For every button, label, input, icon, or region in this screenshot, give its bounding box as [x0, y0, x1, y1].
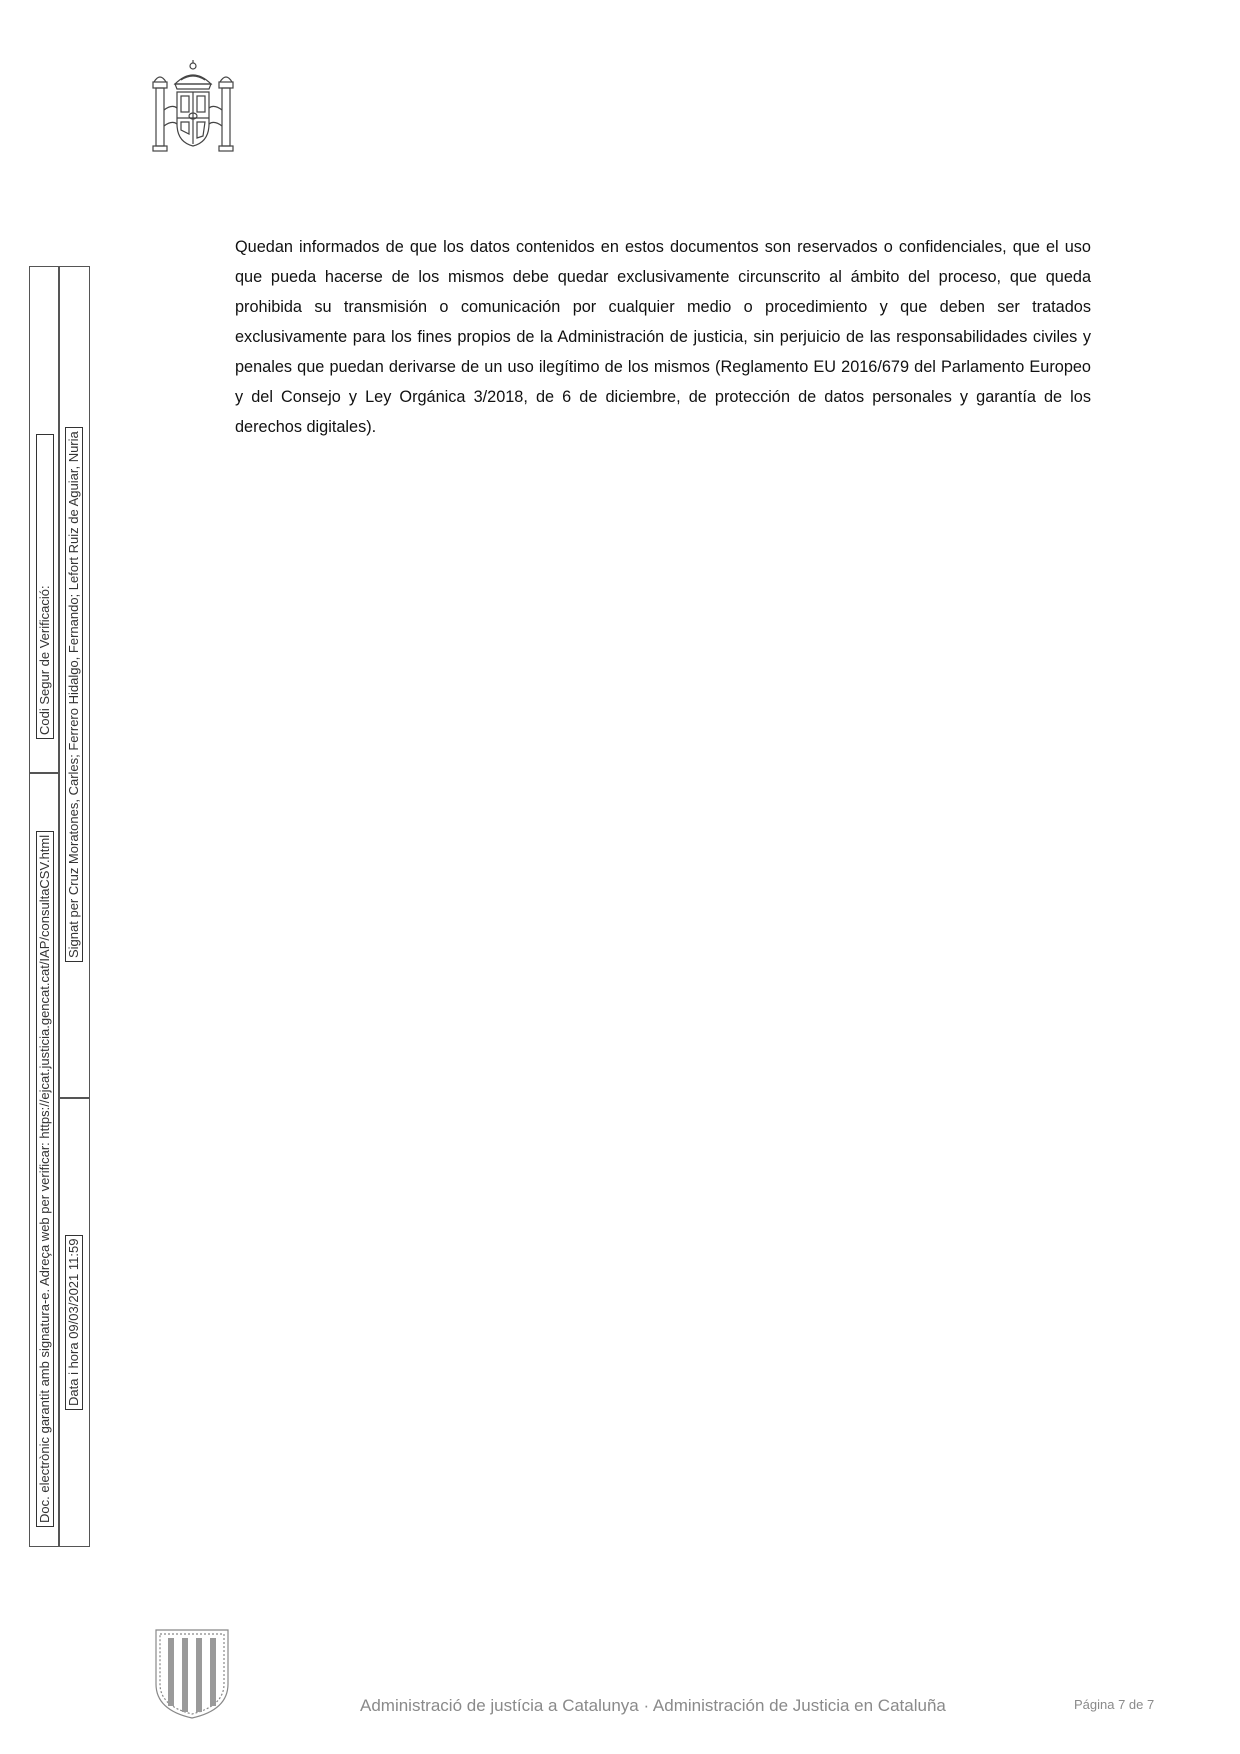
stamp-doc-line: Doc. electrònic garantit amb signatura-e. Adreça web per verificar: https://ejcat.justicia.gencat.cat/IAP/consultaCSV.html — [36, 831, 54, 1527]
stamp-signed-line: Signat per Cruz Moratones, Carles; Ferrero Hidalgo, Fernando; Lefort Ruiz de Aguiar, Nuria — [65, 427, 83, 962]
stamp-csv-label: Codi Segur de Verificació: — [36, 434, 54, 739]
stamp-divider — [59, 1097, 90, 1099]
body-paragraph: Quedan informados de que los datos contenidos en estos documentos son reservados o confidenciales, que el uso que pueda hacerse de los mismos debe quedar exclusivamente circunscrito al ámbito del proceso, que queda prohibida su transmisión o comunicación por cualquier medio o procedimiento y que deben ser tratados exclusivamente para los fines propios de la Administración de justicia, sin perjuicio de las responsabilidades civiles y penales que puedan derivarse de un uso ilegítimo de los mismos (Reglamento EU 2016/679 del Parlamento Europeo y del Consejo y Ley Orgánica 3/2018, de 6 de diciembre, de protección de datos personales y garantía de los derechos digitales). — [235, 238, 1091, 436]
verification-stamp — [29, 266, 90, 1547]
footer-administration-text: Administració de justícia a Catalunya · Administración de Justicia en Cataluña — [360, 1696, 946, 1715]
page-number: Página 7 de 7 — [1074, 1697, 1155, 1712]
stamp-divider — [30, 772, 59, 774]
catalonia-emblem-icon — [150, 1626, 234, 1722]
stamp-date-line: Data i hora 09/03/2021 11:59 — [65, 1235, 83, 1410]
spain-coat-of-arms-icon — [150, 58, 236, 154]
